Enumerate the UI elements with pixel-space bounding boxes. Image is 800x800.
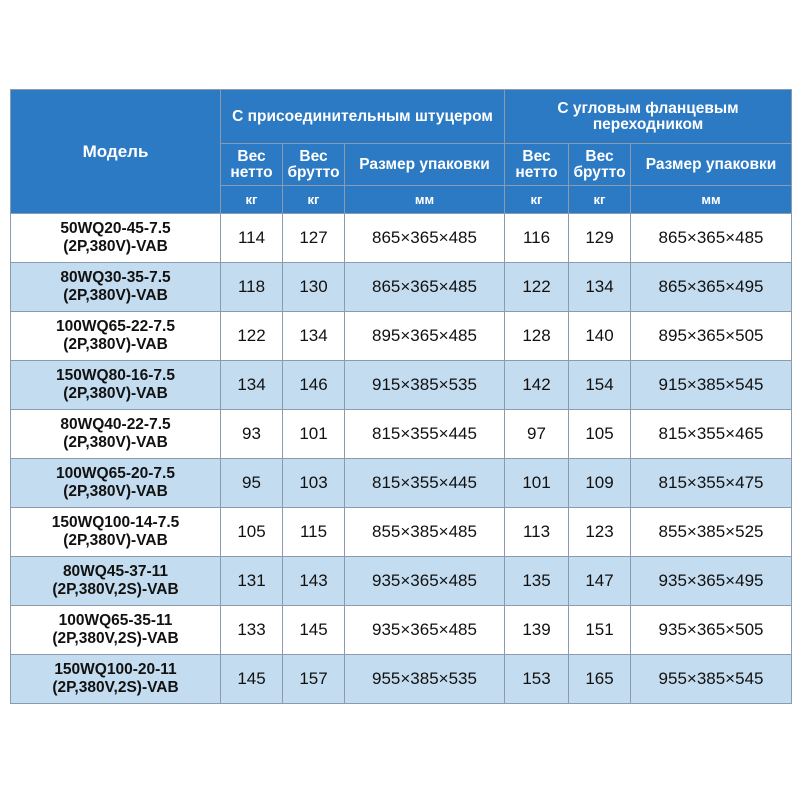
table-row: [11, 508, 792, 557]
gross-weight-cell: 134: [283, 312, 345, 361]
net-weight-cell: 134: [221, 361, 283, 410]
table-row: [11, 263, 792, 312]
model-spec: (2P,380V)-VAB: [63, 532, 168, 549]
pack-size-cell: 815×355×445: [345, 459, 505, 508]
spec-table-container: [10, 89, 792, 704]
unit-mm: мм: [345, 186, 505, 214]
model-cell: [11, 655, 221, 704]
table-row: [11, 655, 792, 704]
gross-weight-cell: 109: [569, 459, 631, 508]
gross-weight-cell: 103: [283, 459, 345, 508]
pack-size-cell: 935×365×495: [631, 557, 792, 606]
model-name: 100WQ65-20-7.5: [56, 465, 175, 482]
pack-size-cell: 855×385×485: [345, 508, 505, 557]
pack-size-cell: 955×385×545: [631, 655, 792, 704]
gross-weight-cell: 146: [283, 361, 345, 410]
net-weight-cell: 101: [505, 459, 569, 508]
model-spec: (2P,380V,2S)-VAB: [52, 630, 179, 647]
model-name: 150WQ100-20-11: [54, 661, 177, 678]
model-spec: (2P,380V)-VAB: [63, 287, 168, 304]
model-name: 100WQ65-22-7.5: [56, 318, 175, 335]
unit-kg: кг: [221, 186, 283, 214]
gross-weight-cell: 140: [569, 312, 631, 361]
pack-size-cell: 855×385×525: [631, 508, 792, 557]
pack-size-header: Размер упаковки: [631, 144, 792, 186]
gross-weight-cell: 123: [569, 508, 631, 557]
table-header: [11, 90, 792, 214]
pack-size-cell: 815×355×445: [345, 410, 505, 459]
unit-kg: кг: [283, 186, 345, 214]
gross-weight-cell: 127: [283, 214, 345, 263]
net-weight-cell: 114: [221, 214, 283, 263]
gross-weight-header: Вес брутто: [569, 144, 631, 186]
pack-size-cell: 865×365×485: [631, 214, 792, 263]
net-weight-header: Вес нетто: [221, 144, 283, 186]
model-name: 80WQ45-37-11: [62, 563, 169, 580]
net-weight-cell: 95: [221, 459, 283, 508]
model-cell: [11, 312, 221, 361]
pack-size-cell: 815×355×475: [631, 459, 792, 508]
spec-table: [10, 89, 792, 704]
model-cell: [11, 606, 221, 655]
gross-weight-cell: 157: [283, 655, 345, 704]
gross-weight-cell: 151: [569, 606, 631, 655]
net-weight-cell: 142: [505, 361, 569, 410]
pack-size-cell: 915×385×535: [345, 361, 505, 410]
pack-size-cell: 865×365×485: [345, 263, 505, 312]
model-cell: [11, 263, 221, 312]
table-row: [11, 214, 792, 263]
gross-weight-cell: 134: [569, 263, 631, 312]
gross-weight-cell: 129: [569, 214, 631, 263]
gross-weight-cell: 143: [283, 557, 345, 606]
group-header-fitting: С присоединительным штуцером: [221, 90, 505, 144]
pack-size-cell: 865×365×485: [345, 214, 505, 263]
model-cell: [11, 361, 221, 410]
pack-size-cell: 935×365×485: [345, 606, 505, 655]
table-row: [11, 459, 792, 508]
gross-weight-cell: 130: [283, 263, 345, 312]
model-cell: [11, 410, 221, 459]
net-weight-cell: 128: [505, 312, 569, 361]
table-body: [11, 214, 792, 704]
pack-size-cell: 865×365×495: [631, 263, 792, 312]
model-spec: (2P,380V,2S)-VAB: [52, 679, 179, 696]
gross-weight-cell: 145: [283, 606, 345, 655]
model-spec: (2P,380V)-VAB: [63, 434, 168, 451]
net-weight-cell: 135: [505, 557, 569, 606]
model-name: 150WQ100-14-7.5: [51, 514, 180, 531]
net-weight-cell: 113: [505, 508, 569, 557]
pack-size-cell: 895×365×485: [345, 312, 505, 361]
model-name: 150WQ80-16-7.5: [56, 367, 175, 384]
model-spec: (2P,380V,2S)-VAB: [52, 581, 179, 598]
model-cell: [11, 214, 221, 263]
model-cell: [11, 508, 221, 557]
model-spec: (2P,380V)-VAB: [63, 483, 168, 500]
model-cell: [11, 557, 221, 606]
pack-size-cell: 935×365×505: [631, 606, 792, 655]
table-row: [11, 312, 792, 361]
pack-size-cell: 915×385×545: [631, 361, 792, 410]
gross-weight-cell: 101: [283, 410, 345, 459]
table-row: [11, 361, 792, 410]
unit-kg: кг: [505, 186, 569, 214]
net-weight-cell: 133: [221, 606, 283, 655]
net-weight-cell: 139: [505, 606, 569, 655]
model-name: 50WQ20-45-7.5: [60, 220, 171, 237]
gross-weight-cell: 147: [569, 557, 631, 606]
table-row: [11, 410, 792, 459]
model-cell: [11, 459, 221, 508]
unit-mm: мм: [631, 186, 792, 214]
unit-kg: кг: [569, 186, 631, 214]
gross-weight-cell: 115: [283, 508, 345, 557]
net-weight-cell: 122: [221, 312, 283, 361]
net-weight-cell: 145: [221, 655, 283, 704]
net-weight-cell: 131: [221, 557, 283, 606]
gross-weight-cell: 105: [569, 410, 631, 459]
model-name: 80WQ30-35-7.5: [60, 269, 171, 286]
gross-weight-header: Вес брутто: [283, 144, 345, 186]
model-name: 100WQ65-35-11: [58, 612, 173, 629]
net-weight-cell: 93: [221, 410, 283, 459]
net-weight-cell: 153: [505, 655, 569, 704]
net-weight-cell: 97: [505, 410, 569, 459]
gross-weight-cell: 154: [569, 361, 631, 410]
net-weight-header: Вес нетто: [505, 144, 569, 186]
group-header-flange: С угловым фланцевым переходником: [505, 90, 792, 144]
pack-size-cell: 935×365×485: [345, 557, 505, 606]
pack-size-cell: 815×355×465: [631, 410, 792, 459]
table-row: [11, 557, 792, 606]
net-weight-cell: 118: [221, 263, 283, 312]
net-weight-cell: 122: [505, 263, 569, 312]
pack-size-cell: 955×385×535: [345, 655, 505, 704]
model-spec: (2P,380V)-VAB: [63, 238, 168, 255]
model-spec: (2P,380V)-VAB: [63, 385, 168, 402]
pack-size-cell: 895×365×505: [631, 312, 792, 361]
model-spec: (2P,380V)-VAB: [63, 336, 168, 353]
gross-weight-cell: 165: [569, 655, 631, 704]
table-row: [11, 606, 792, 655]
model-column-header: Модель: [11, 90, 221, 214]
model-name: 80WQ40-22-7.5: [60, 416, 171, 433]
net-weight-cell: 116: [505, 214, 569, 263]
pack-size-header: Размер упаковки: [345, 144, 505, 186]
net-weight-cell: 105: [221, 508, 283, 557]
